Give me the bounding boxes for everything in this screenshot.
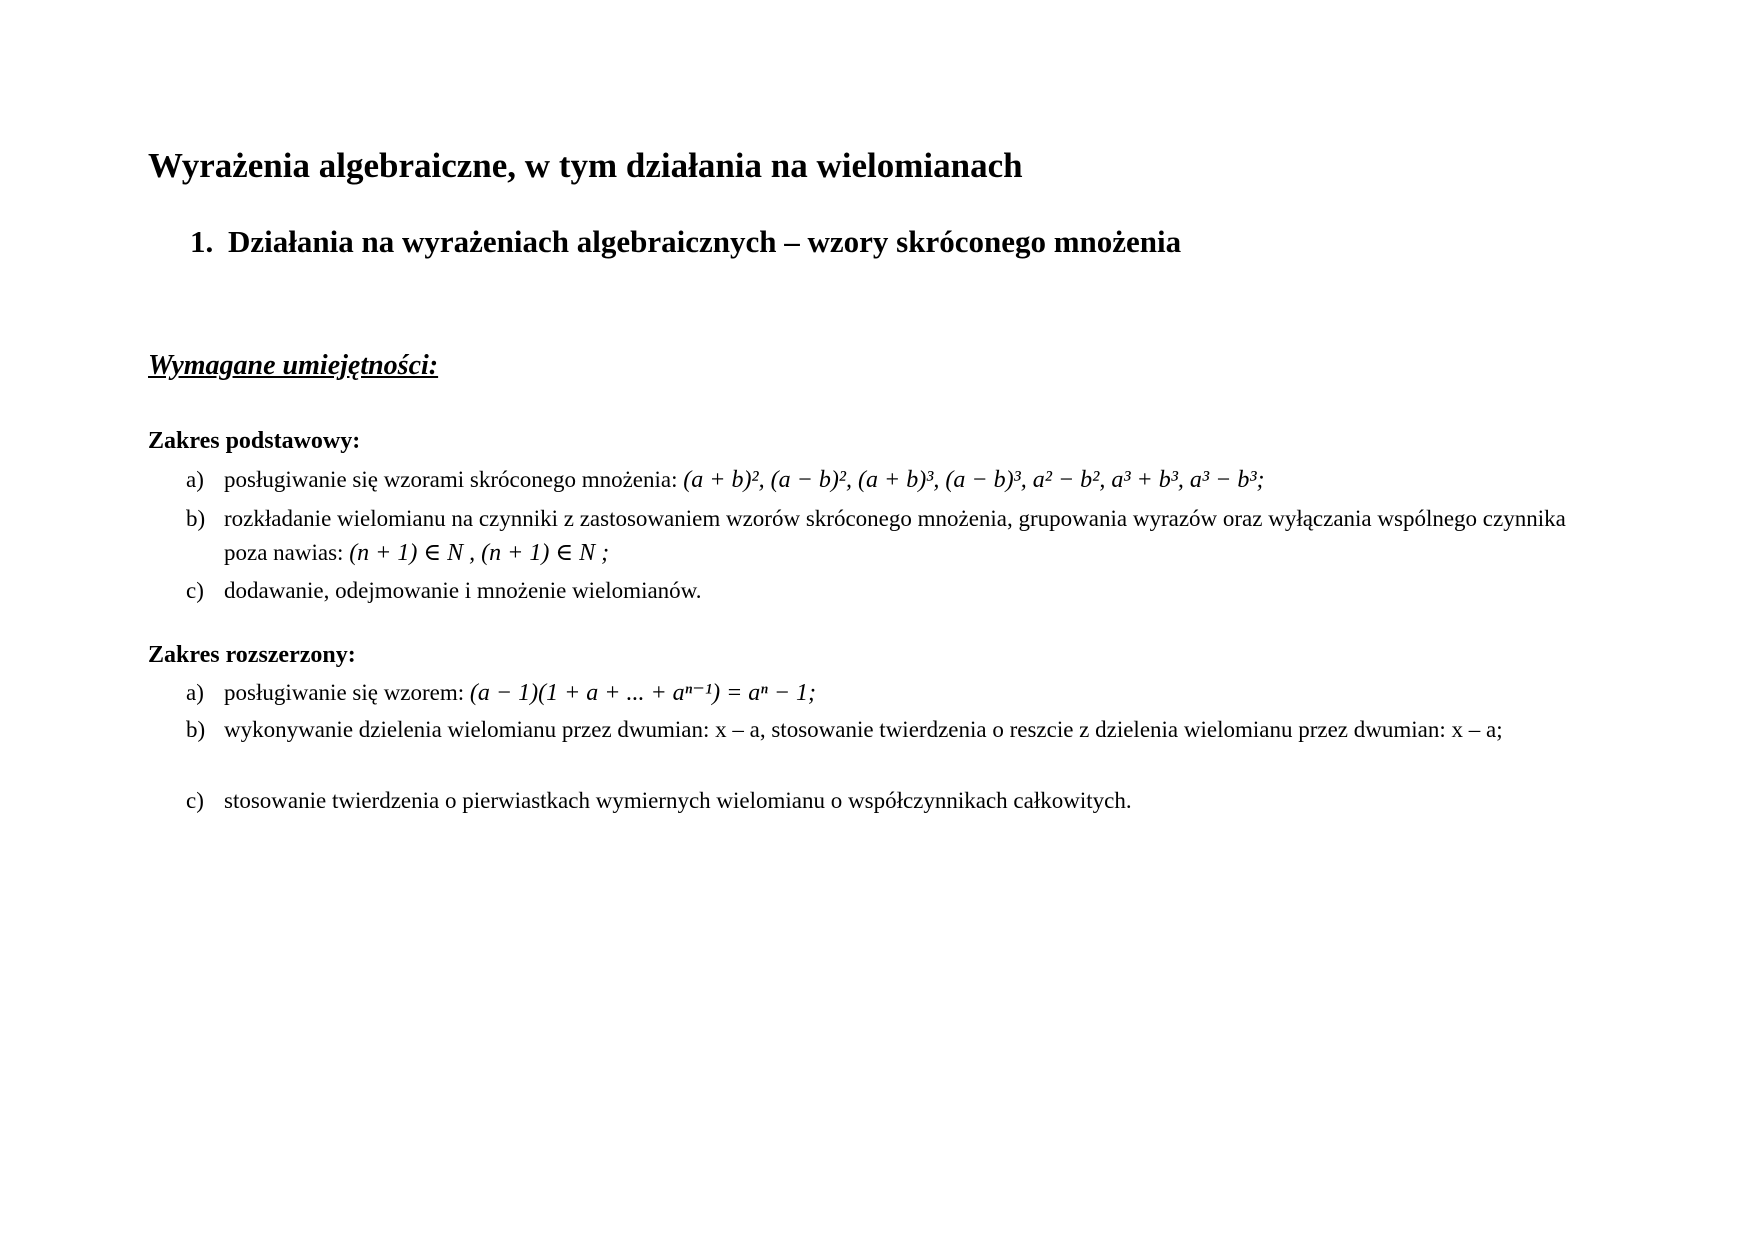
section-heading xyxy=(190,224,1181,260)
section-number: 1. xyxy=(190,224,214,259)
document-title: Wyrażenia algebraiczne, w tym działania na wielomianach xyxy=(148,146,1023,185)
list-marker: b) xyxy=(186,717,206,742)
section-title: Działania na wyrażeniach algebraicznych – wzory skróconego mnożenia xyxy=(228,224,1182,259)
list-marker: a) xyxy=(186,680,204,705)
list-marker: c) xyxy=(186,578,204,603)
list-marker: c) xyxy=(186,788,204,813)
list-item-text xyxy=(224,463,1604,497)
list-marker: a) xyxy=(186,467,204,492)
list-item-text: stosowanie twierdzenia o pierwiastkach wymiernych wielomianu o współczynnikach całkowitych. xyxy=(224,788,1132,813)
required-skills-heading: Wymagane umiejętności: xyxy=(148,350,439,381)
list-item-text: dodawanie, odejmowanie i mnożenie wielomianów. xyxy=(224,578,702,603)
item-text: posługiwanie się wzorem: xyxy=(224,680,470,705)
formula: (n + 1) ∈ N , (n + 1) ∈ N ; xyxy=(349,540,610,566)
list-item-text: wykonywanie dzielenia wielomianu przez dwumian: x – a, stosowanie twierdzenia o reszcie z dzielenia wielomianu przez dwumian: x – a; xyxy=(224,717,1503,742)
list-marker: b) xyxy=(186,506,206,531)
formula: (a + b)², (a − b)², (a + b)³, (a − b)³, a² − b², a³ + b³, a³ − b³; xyxy=(683,467,1265,493)
basic-scope-heading: Zakres podstawowy: xyxy=(148,428,361,454)
list-item-text xyxy=(224,676,1604,710)
item-text: posługiwanie się wzorami skróconego mnożenia: xyxy=(224,467,684,492)
extended-scope-heading: Zakres rozszerzony: xyxy=(148,642,356,668)
formula: (a − 1)(1 + a + ... + aⁿ⁻¹) = aⁿ − 1; xyxy=(469,680,817,706)
list-item-text xyxy=(224,502,1604,570)
item-text: rozkładanie wielomianu na czynniki z zastosowaniem wzorów skróconego mnożenia, grupowania wyrazów oraz wyłączania wspólnego czynnika poza nawias: xyxy=(224,506,1566,565)
